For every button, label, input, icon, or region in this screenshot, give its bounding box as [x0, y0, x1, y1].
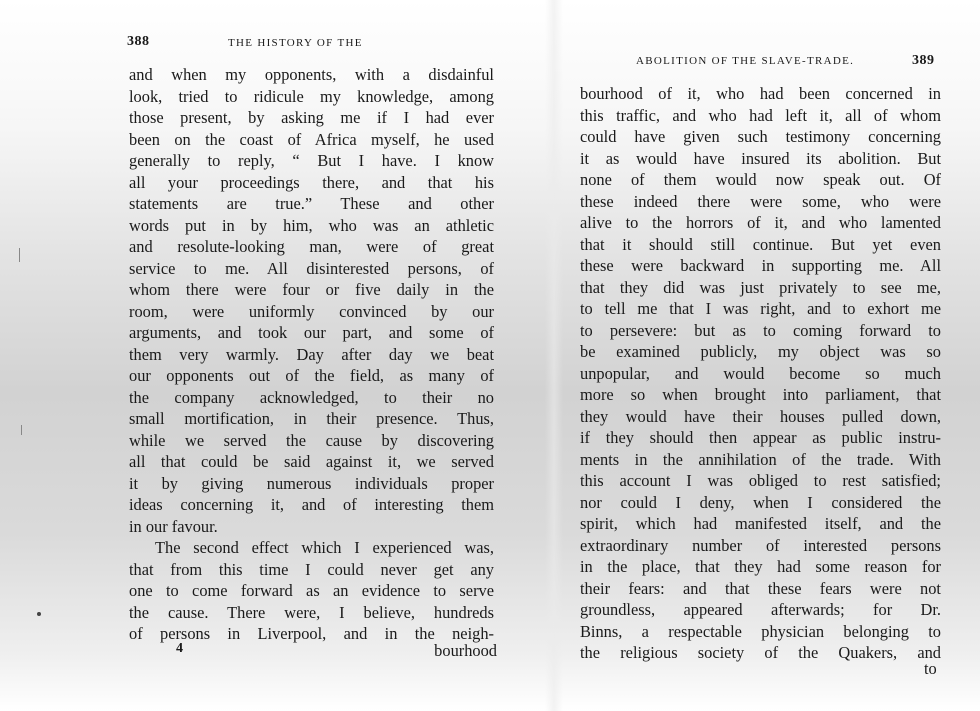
text-line: that it should still continue. But yet even [580, 234, 941, 254]
right-catchword: to [924, 659, 937, 678]
signature-mark: 4 [176, 641, 183, 656]
text-line: to tell me that I was right, and to exhort me [580, 299, 941, 318]
text-line: room, were uniformly convinced by our [129, 301, 494, 321]
scan-mark [19, 248, 20, 262]
text-line: while we served the cause by discovering [129, 430, 494, 450]
left-page-footer [129, 641, 497, 663]
scan-mark [21, 425, 22, 435]
text-line: the company acknowledged, to their no [129, 387, 494, 407]
text-line: statements are true.” These and other [129, 194, 494, 213]
text-line: the cause. There were, I believe, hundreds [129, 602, 494, 622]
text-line: unpopular, and would become so much [580, 363, 941, 383]
text-line: our opponents out of the field, as many of [129, 366, 494, 385]
book-gutter [545, 0, 563, 711]
text-line: to persevere: but as to coming forward to [580, 320, 941, 340]
text-line: one to come forward as an evidence to serve [129, 581, 494, 600]
text-line: and when my opponents, with a disdainful [129, 65, 494, 84]
text-line: these were backward in supporting me. All [580, 256, 941, 275]
text-line: in our favour. [129, 516, 218, 536]
text-line: this account I was obliged to rest satisfied; [580, 471, 941, 490]
text-line: small mortification, in their presence. Thus, [129, 409, 494, 428]
text-line: whom there were four or five daily in the [129, 280, 494, 299]
text-line: this traffic, and who had left it, all of whom [580, 105, 941, 125]
left-page-number: 388 [127, 34, 150, 49]
text-line: none of them would now speak out. Of [580, 170, 941, 189]
text-line: it as would have insured its abolition. But [580, 148, 941, 168]
text-line: all that could be said against it, we served [129, 452, 494, 471]
text-line: they would have their houses pulled down, [580, 406, 941, 426]
text-line: it by giving numerous individuals proper [129, 473, 494, 493]
text-line: those present, by asking me if I had ever [129, 108, 494, 127]
text-line: extraordinary number of interested persons [580, 535, 941, 555]
scan-speck [37, 612, 41, 616]
text-line: of persons in Liverpool, and in the neigh- [129, 624, 494, 643]
text-line: bourhood of it, who had been concerned in [580, 84, 941, 103]
text-line: generally to reply, “ But I have. I know [129, 151, 494, 170]
text-line: them very warmly. Day after day we beat [129, 344, 494, 364]
text-line: if they should then appear as public instru- [580, 428, 941, 447]
right-running-head: ABOLITION OF THE SLAVE-TRADE. [636, 55, 855, 67]
text-line: service to me. All disinterested persons, of [129, 258, 494, 278]
text-line: spirit, which had manifested itself, and the [580, 514, 941, 533]
right-page-number: 389 [912, 53, 935, 68]
text-line: these indeed there were some, who were [580, 191, 941, 211]
text-line: could have given such testimony concerning [580, 127, 941, 146]
text-line: The second effect which I experienced was, [155, 538, 494, 557]
text-line: groundless, appeared afterwards; for Dr. [580, 600, 941, 619]
text-line: nor could I deny, when I considered the [580, 492, 941, 512]
text-line: and resolute-looking man, were of great [129, 237, 494, 256]
left-running-head: THE HISTORY OF THE [228, 37, 363, 49]
text-line: all your proceedings there, and that his [129, 172, 494, 192]
text-line: ideas concerning it, and of interesting them [129, 495, 494, 514]
text-line: Binns, a respectable physician belonging to [580, 621, 941, 641]
text-line: that from this time I could never get any [129, 559, 494, 579]
left-catchword: bourhood [434, 641, 497, 660]
right-page-text [580, 83, 941, 664]
text-line: been on the coast of Africa myself, he used [129, 129, 494, 149]
left-page-text [129, 64, 494, 645]
text-line: words put in by him, who was an athletic [129, 215, 494, 235]
text-line: ments in the annihilation of the trade. With [580, 449, 941, 469]
text-line: arguments, and took our part, and some of [129, 323, 494, 342]
text-line: in the place, that they had some reason for [580, 557, 941, 576]
text-line: alive to the horrors of it, and who lamented [580, 213, 941, 232]
text-line: be examined publicly, my object was so [580, 342, 941, 361]
text-line: more so when brought into parliament, that [580, 385, 941, 404]
text-line: their fears: and that these fears were not [580, 578, 941, 598]
text-line: the religious society of the Quakers, and [580, 643, 941, 662]
text-line: look, tried to ridicule my knowledge, among [129, 86, 494, 106]
text-line: that they did was just privately to see me, [580, 277, 941, 297]
